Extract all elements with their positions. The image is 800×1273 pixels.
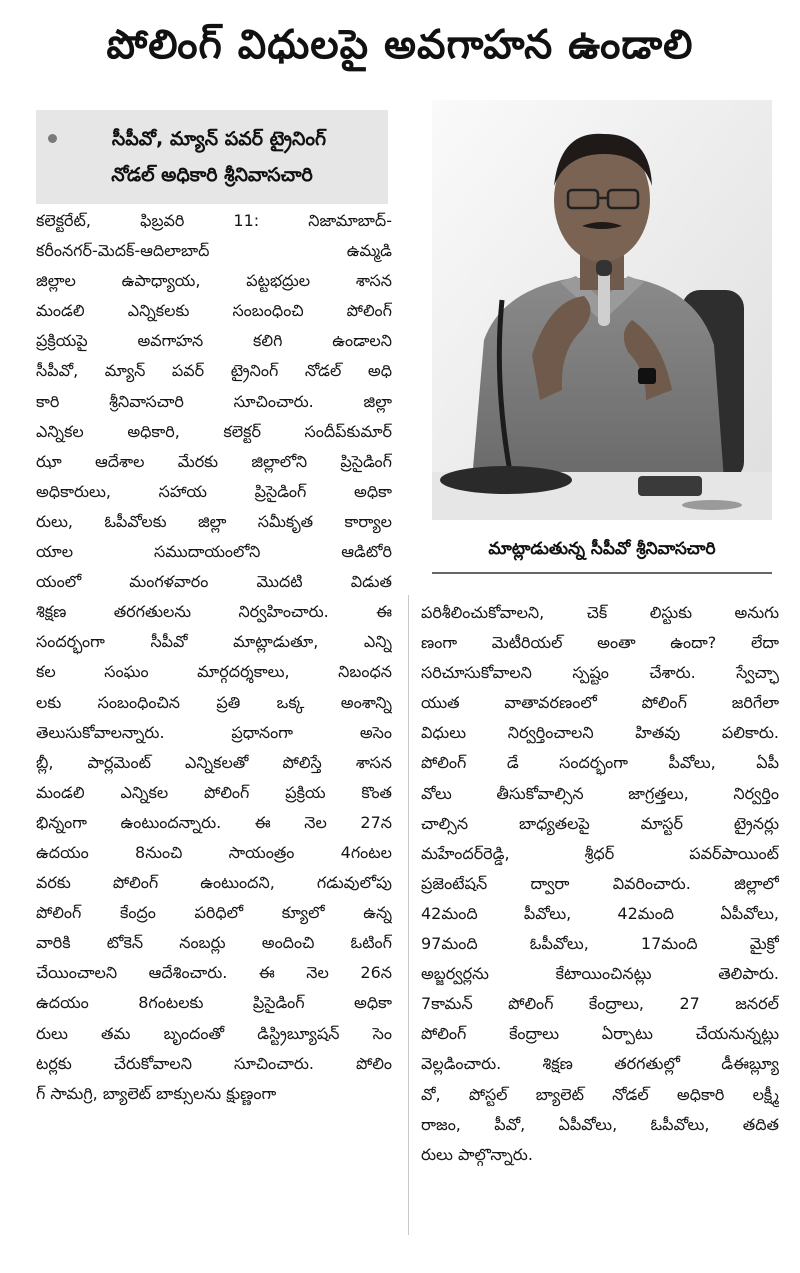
article-line: సందర్భంగా సీపీవో మాట్లాడుతూ, ఎన్ని <box>36 632 392 652</box>
column-divider <box>408 595 409 1235</box>
article-line: ఝా ఆదేశాల మేరకు జిల్లాలోని ప్రిసైడింగ్ <box>36 451 392 471</box>
article-line: గ్ సామగ్రి, బ్యాలెట్ బాక్సులను క్షుణ్ణంగా <box>36 1083 277 1103</box>
article-line: శిక్షణ తరగతులను నిర్వహించారు. ఈ <box>36 602 392 622</box>
article-line: పోలింగ్ కేంద్రాలు ఏర్పాటు చేయనున్నట్లు <box>421 1024 779 1044</box>
article-line: పోలింగ్ డే సందర్భంగా పీవోలు, ఏపీ <box>421 753 779 773</box>
caption-rule <box>432 572 772 574</box>
article-line: టర్లకు చేరుకోవాలని సూచించారు. పోలిం <box>36 1053 392 1073</box>
article-line: కరీంనగర్-మెదక్-ఆదిలాబాద్ ఉమ్మడి <box>36 241 392 261</box>
article-line: రాజం, పీవో, ఏపీవోలు, ఓపీవోలు, తదిత <box>421 1114 779 1134</box>
article-line: 97మంది ఓపీవోలు, 17మంది మైక్రో <box>421 934 779 954</box>
article-line: వోలు తీసుకోవాల్సిన జాగ్రత్తలు, నిర్వర్తిం <box>421 783 779 803</box>
article-line: 7కామన్ పోలింగ్ కేంద్రాలు, 27 జనరల్ <box>421 994 779 1014</box>
subheading-line-2: నోడల్ అధికారి శ్రీనివాసచారి <box>111 164 313 186</box>
headline: పోలింగ్ విధులపై అవగాహన ఉండాలి <box>106 22 694 68</box>
article-line: మహేందర్‌రెడ్డి, శ్రీధర్ పవర్‌పాయింట్ <box>421 843 779 863</box>
article-line: కల సంఘం మార్గదర్శకాలు, నిబంధన <box>36 662 392 682</box>
article-line: యాల సముదాయంలోని ఆడిటోరి <box>36 542 392 562</box>
article-line: యుత వాతావరణంలో పోలింగ్ జరిగేలా <box>421 693 779 713</box>
article-line: ప్రక్రియపై అవగాహన కలిగి ఉండాలని <box>36 331 392 351</box>
article-line: బ్లీ, పార్లమెంట్ ఎన్నికలతో పోలిస్తే శాసన <box>36 752 392 772</box>
article-line: ఉదయం 8గంటలకు ప్రిసైడింగ్ అధికా <box>36 993 392 1013</box>
article-line: కలెక్టరేట్, ఫిబ్రవరి 11: నిజామాబాద్- <box>36 211 392 230</box>
article-line: అధికారులు, సహాయ ప్రిసైడింగ్ అధికా <box>36 481 392 501</box>
article-line: చాల్సిన బాధ్యతలపై మాస్టర్ ట్రైనర్లు <box>421 813 779 833</box>
article-line: వరకు పోలింగ్ ఉంటుందని, గడువులోపు <box>36 873 392 893</box>
article-line: సీపీవో, మ్యాన్ పవర్ ట్రైనింగ్ నోడల్ అధి <box>36 361 392 381</box>
article-line: సరిచూసుకోవాలని స్పష్టం చేశారు. స్వేచ్ఛా <box>421 663 779 683</box>
article-line: ణంగా మెటీరియల్ అంతా ఉందా? లేదా <box>421 633 779 653</box>
article-column-left <box>36 206 392 1109</box>
article-line: విధులు నిర్వర్తించాలని హితవు పలికారు. <box>421 723 779 743</box>
article-line: కారి శ్రీనివాసచారి సూచించారు. జిల్లా <box>36 391 392 411</box>
article-line: వారికి టోకెన్ నంబర్లు అందించి ఓటింగ్ <box>36 933 392 953</box>
article-line: జిల్లాల ఉపాధ్యాయ, పట్టభద్రుల శాసన <box>36 271 392 291</box>
article-line: వెల్లడించారు. శిక్షణ తరగతుల్లో డీఈబ్ల్యూ <box>421 1054 779 1074</box>
article-line: యంలో మంగళవారం మొదటి విడుత <box>36 572 392 592</box>
article-line: అబ్జర్వర్లను కేటాయించినట్లు తెలిపారు. <box>421 964 779 984</box>
subheading-line-1: సీపీవో, మ్యాన్ పవర్ ట్రైనింగ్ <box>111 128 327 150</box>
article-line: వో, పోస్టల్ బ్యాలెట్ నోడల్ అధికారి లక్ష్మీ <box>421 1084 779 1104</box>
article-line: రులు, ఓపీవోలకు జిల్లా సమీకృత కార్యాల <box>36 511 392 531</box>
article-line: భిన్నంగా ఉంటుందన్నారు. ఈ నెల 27న <box>36 812 392 832</box>
article-line: రులు పాల్గొన్నారు. <box>421 1144 533 1164</box>
article-line: ప్రజెంటేషన్ ద్వారా వివరించారు. జిల్లాలో <box>421 873 779 893</box>
article-line: రులు తమ బృందంతో డిస్ట్రిబ్యూషన్ సెం <box>36 1023 392 1043</box>
article-column-right <box>421 598 779 1170</box>
photo-speaker <box>432 100 772 520</box>
article-line: మండలి ఎన్నికల పోలింగ్ ప్రక్రియ కొంత <box>36 782 392 802</box>
photo-illustration <box>432 100 772 520</box>
article-line: లకు సంబంధించిన ప్రతి ఒక్క అంశాన్ని <box>36 692 392 712</box>
article-line: మండలి ఎన్నికలకు సంబంధించి పోలింగ్ <box>36 301 392 321</box>
article-line: 42మంది పీవోలు, 42మంది ఏపీవోలు, <box>421 903 779 923</box>
article-line: చేయించాలని ఆదేశించారు. ఈ నెల 26న <box>36 963 392 983</box>
article-line: పరిశీలించుకోవాలని, చెక్ లిస్టుకు అనుగు <box>421 603 779 622</box>
article-line: పోలింగ్ కేంద్రం పరిధిలో క్యూలో ఉన్న <box>36 903 392 923</box>
article-line: తెలుసుకోవాలన్నారు. ప్రధానంగా అసెం <box>36 722 392 742</box>
photo-caption: మాట్లాడుతున్న సీపీవో శ్రీనివాసచారి <box>488 539 716 559</box>
subheading-box <box>36 110 388 204</box>
article-line: ఉదయం 8నుంచి సాయంత్రం 4గంటల <box>36 842 392 862</box>
article-line: ఎన్నికల అధికారి, కలెక్టర్ సందీప్‌కుమార్ <box>36 421 392 441</box>
